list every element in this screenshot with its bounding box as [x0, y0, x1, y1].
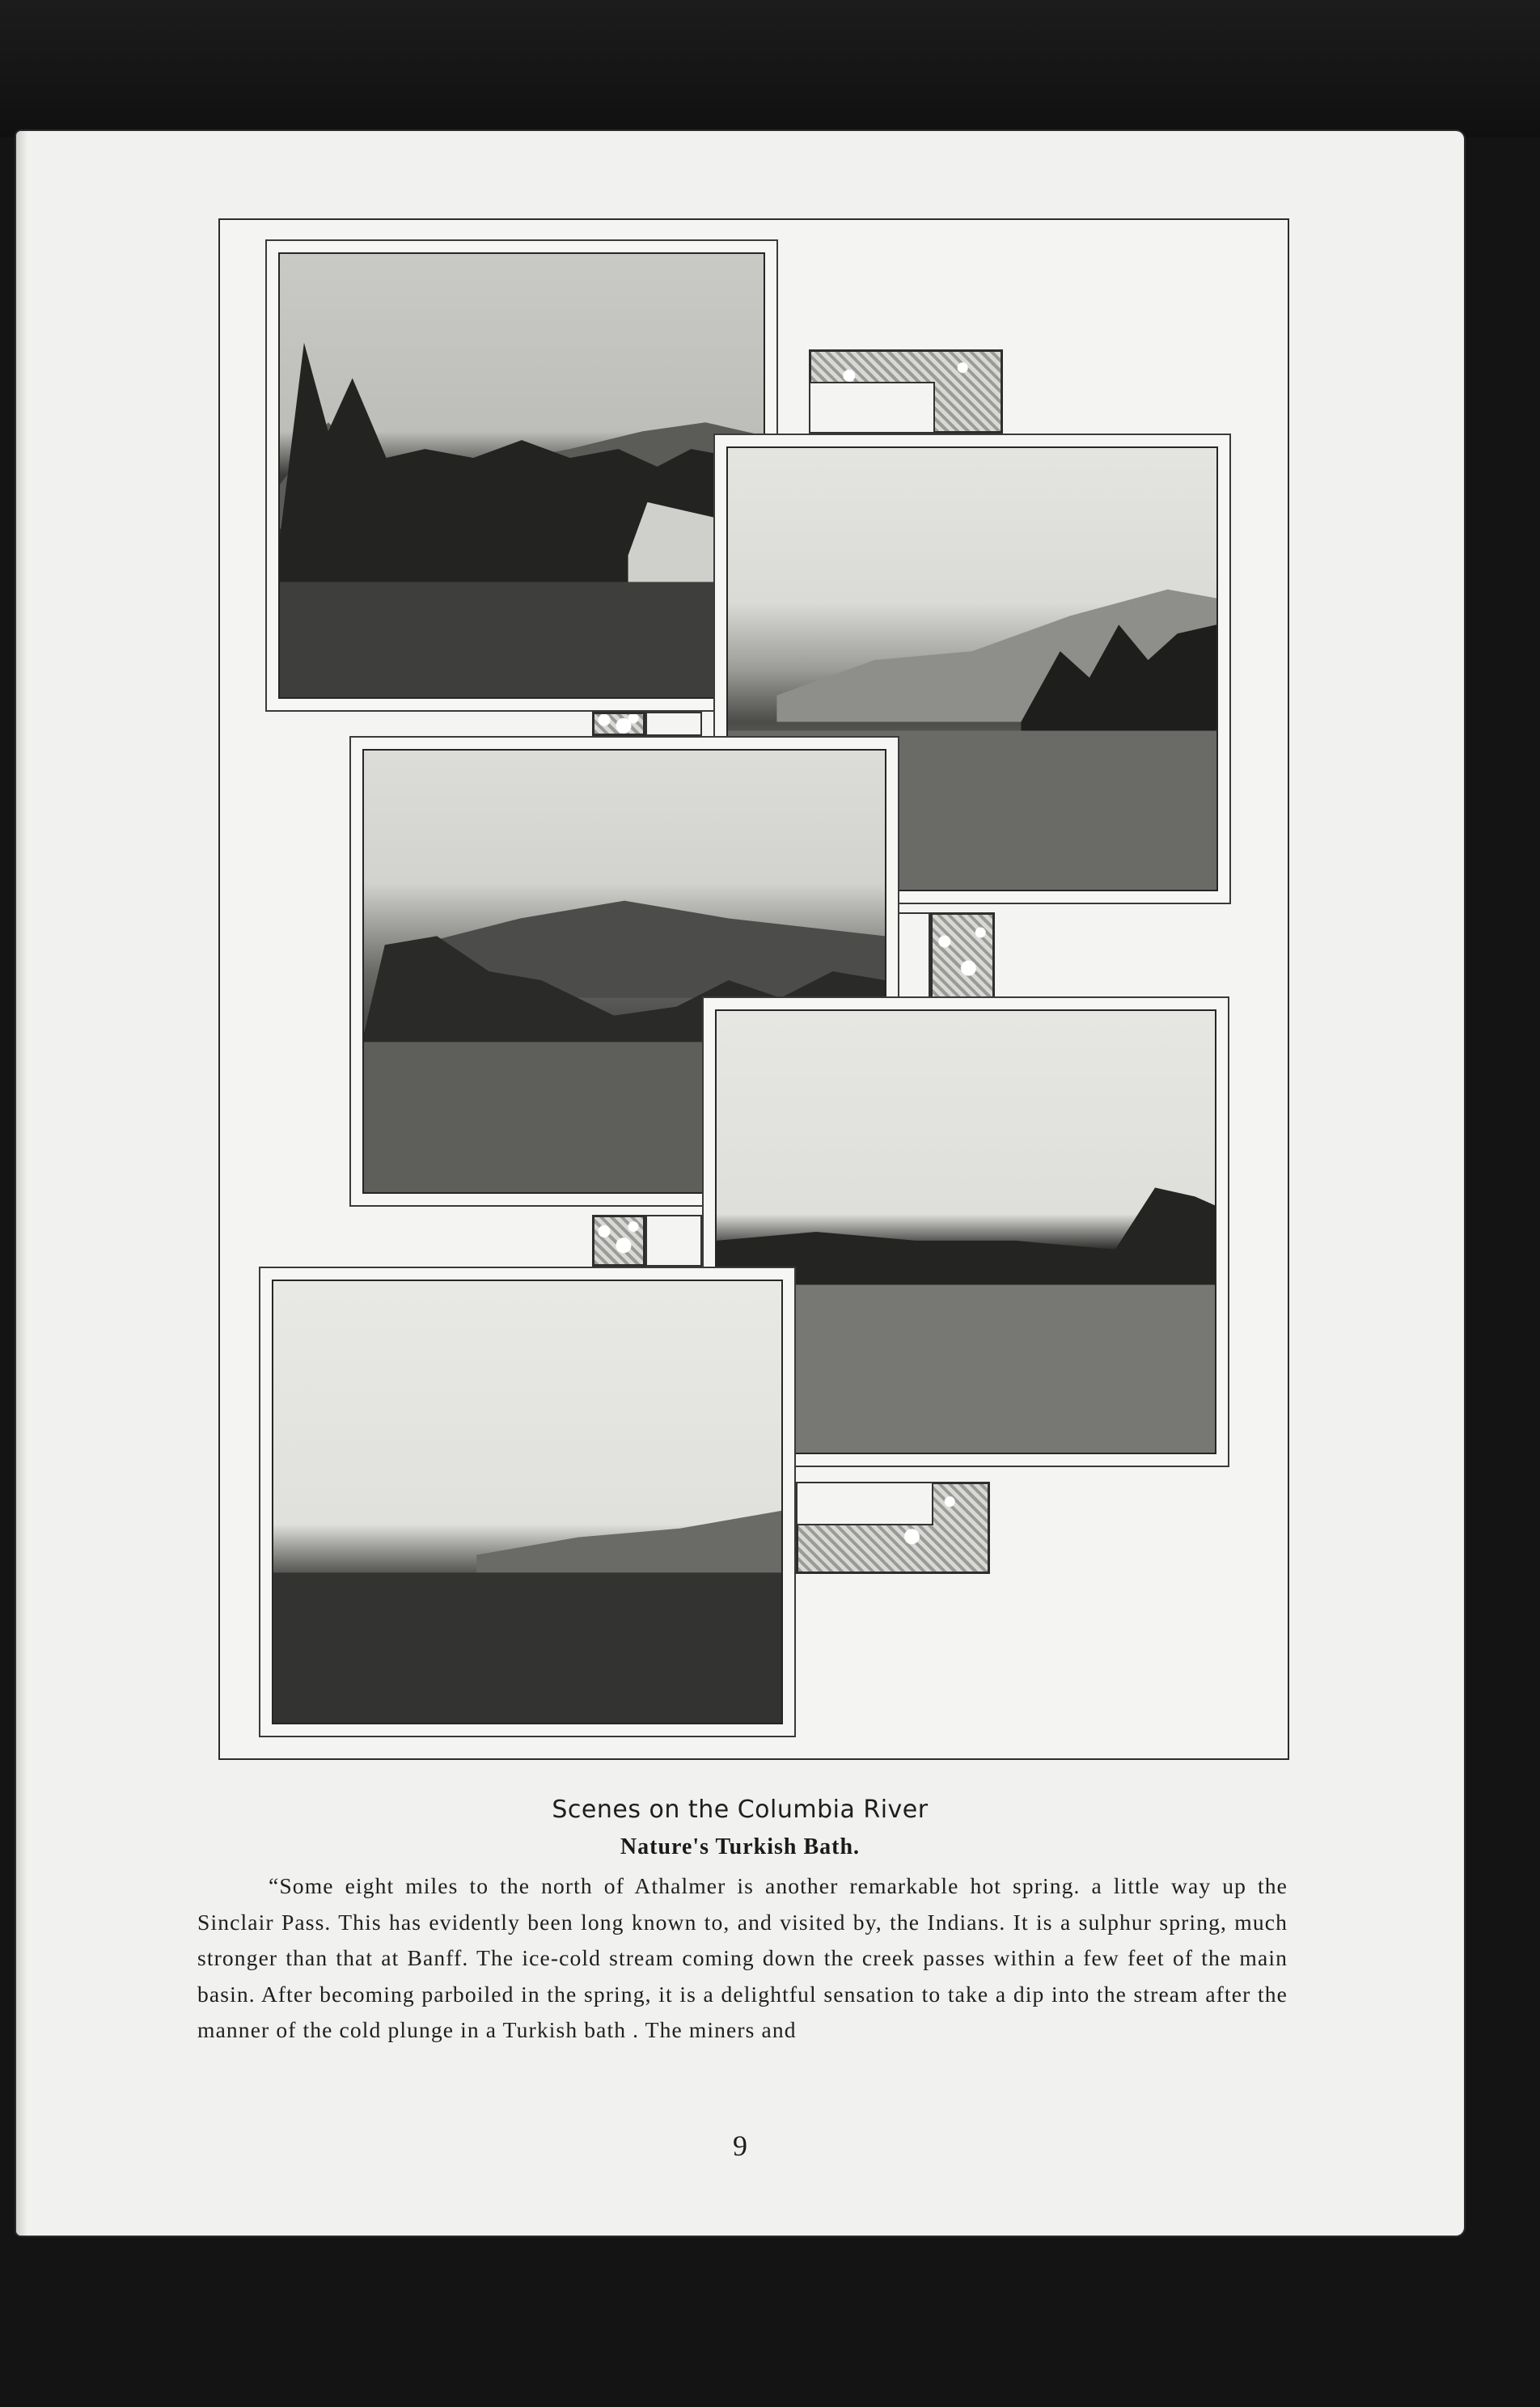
page-number: 9 — [733, 2130, 747, 2162]
ornament-mid-left — [592, 712, 645, 736]
section-title: Nature's Turkish Bath. — [620, 1834, 861, 1859]
photo-lake-with-cliff — [278, 252, 765, 699]
photo-frame-5 — [259, 1267, 796, 1737]
lake-scene-art — [280, 254, 764, 697]
ornament-lower-left — [592, 1215, 645, 1267]
ornament-line-top — [809, 382, 935, 434]
ornament-line-bottom — [796, 1482, 933, 1525]
ornament-line-mid-left — [645, 712, 702, 736]
photo-plate — [218, 218, 1289, 1760]
scan-background — [0, 0, 1540, 137]
ornament-mid-right — [930, 912, 995, 1006]
body-paragraph: “Some eight miles to the north of Athalmer is another remarkable hot spring. a little way up the Sinclair Pass. This has evidently been long known to, and visited by, the Indians. It is a sulphur spring, much stronger than that at Banff. The ice-cold stream coming down the creek passes within a few feet of the main basin. After becoming parboiled in the spring, it is a delightful sensation to take a dip into the stream after the manner of the cold plunge in a Turkish bath . The miners and — [197, 1873, 1288, 2042]
ornament-line-lower-left — [645, 1215, 702, 1267]
plate-caption: Scenes on the Columbia River — [552, 1796, 929, 1824]
book-page — [16, 131, 1464, 2236]
photo-frame-1 — [265, 239, 778, 712]
meadow-art — [273, 1281, 781, 1723]
page-binding-edge — [16, 131, 28, 2236]
photo-meadow-field — [272, 1280, 783, 1724]
